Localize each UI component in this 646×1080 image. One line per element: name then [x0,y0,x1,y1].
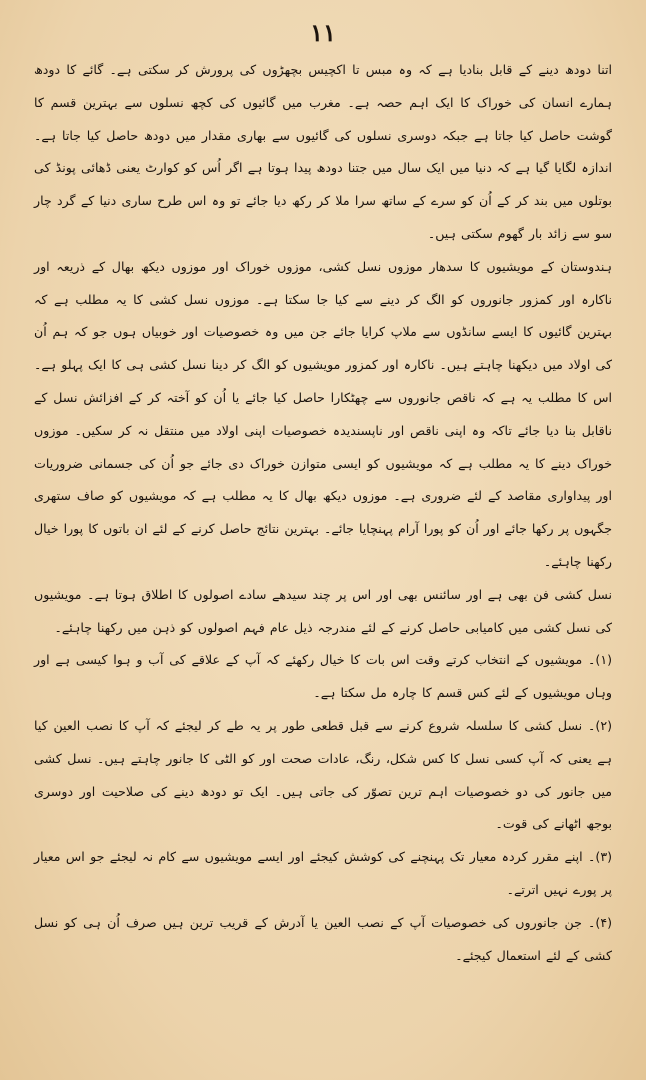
list-item-2-breeding-goal: (۲)۔ نسل کشی کا سلسلہ شروع کرنے سے قبل قطعی طور پر یہ طے کر لیجئے کہ آپ کا نصب العین کیا ہے یعنی کہ آپ کسی نسل کا کس شکل، رنگ، عادات صحت اور کو الٹی کا جانور چاہتے ہیں۔ نسل کشی میں جانور کی دو خصوصیات اہم ترین تصوّر کی جاتی ہیں۔ ایک تو دودھ دینے کی صلاحیت اور دوسری بوجھ اٹھانے کی قوت۔ [34,717,612,832]
list-item-3-standard: (۳)۔ اپنے مقرر کردہ معیار تک پہنچنے کی کوشش کیجئے اور ایسے مویشیوں سے کام نہ لیجئے جو اس معیار پر پورے نہیں اترتے۔ [34,849,612,897]
paragraph-breeding-principles: نسل کشی فن بھی ہے اور سائنس بھی اور اس پر چند سیدھے سادے اصولوں کا اطلاق ہوتا ہے۔ مویشیوں کی نسل کشی میں کامیابی حاصل کرنے کے لئے مندرجہ ذیل عام فہم اصولوں کو ذہن میں رکھنا چاہئے۔ [34,586,612,635]
page-body [34,54,612,972]
page-number: ۱۱ [310,18,336,47]
paragraph-cattle-improvement: ہندوستان کے مویشیوں کا سدھار موزوں نسل کشی، موزوں خوراک اور موزوں دیکھ بھال کے ذریعہ اور ناکارہ اور کمزور جانوروں کو الگ کر دینے سے کیا جا سکتا ہے۔ موزوں نسل کشی کا یہ مطلب ہے کہ بہترین گائیوں کا ایسے سانڈوں سے ملاپ کرایا جائے جن میں وہ خصوصیات اور خوبیاں ہوں جو کہ ہم اُن کی اولاد میں دیکھنا چاہتے ہیں۔ ناکارہ اور کمزور مویشیوں کو الگ کر دینا نسل کشی ہی کا ایک پہلو ہے۔ اس کا مطلب یہ ہے کہ ناقص جانوروں سے چھٹکارا حاصل کیا جائے یا اُن کو آختہ کر کے افزائش نسل کے ناقابل بنا دیا جائے تاکہ وہ اپنی ناقص اور ناپسندیدہ خصوصیات اپنی اولاد میں منتقل نہ کر سکیں۔ موزوں خوراک دینے کا یہ مطلب ہے کہ مویشیوں کو ایسی متوازن خوراک دی جائے جو اُن کی جسمانی ضروریات اور پیداواری مقاصد کے لئے ضروری ہے۔ موزوں دیکھ بھال کا یہ مطلب ہے کہ مویشیوں کو صاف ستھری جگہوں پر رکھا جائے اور اُن کو پورا آرام پہنچایا جائے۔ بہترین نتائج حاصل کرنے کے لئے ان باتوں کا پورا خیال رکھنا چاہئے۔ [34,258,612,569]
list-item-1-climate-fodder: (۱)۔ مویشیوں کے انتخاب کرتے وقت اس بات کا خیال رکھئے کہ آپ کے علاقے کی آب و ہوا کیسی ہے اور وہاں مویشیوں کے لئے کس قسم کا چارہ مل سکتا ہے۔ [34,652,612,701]
list-item-4-selection: (۴)۔ جن جانوروں کی خصوصیات آپ کے نصب العین یا آدرش کے قریب ترین ہیں صرف اُن ہی کو نسل کشی کے لئے استعمال کیجئے۔ [34,914,612,963]
paragraph-milk-production: اتنا دودھ دینے کے قابل بنادیا ہے کہ وہ مبس تا اکچیس بچھڑوں کی پرورش کر سکتی ہے۔ گائے کا دودھ ہمارے انسان کی خوراک کا ایک اہم حصہ ہے۔ مغرب میں گائیوں کی کچھ نسلوں سے بہترین قسم کا گوشت حاصل کیا جاتا ہے جبکہ دوسری نسلوں کی گائیوں سے بھاری مقدار میں دودھ حاصل کیا جاتا ہے۔ اندازہ لگایا گیا ہے کہ دنیا میں ایک سال میں جتنا دودھ پیدا ہوتا ہے اگر اُس کو کوارٹ یعنی ڈھائی پونڈ کی بوتلوں میں بند کر کے اُن کو سرے کے ساتھ سرا ملا کر رکھ دیا جائے تو وہ اس طرح ساری دنیا کے گرد چار سو سے زائد بار گھوم سکتی ہیں۔ [34,62,612,241]
